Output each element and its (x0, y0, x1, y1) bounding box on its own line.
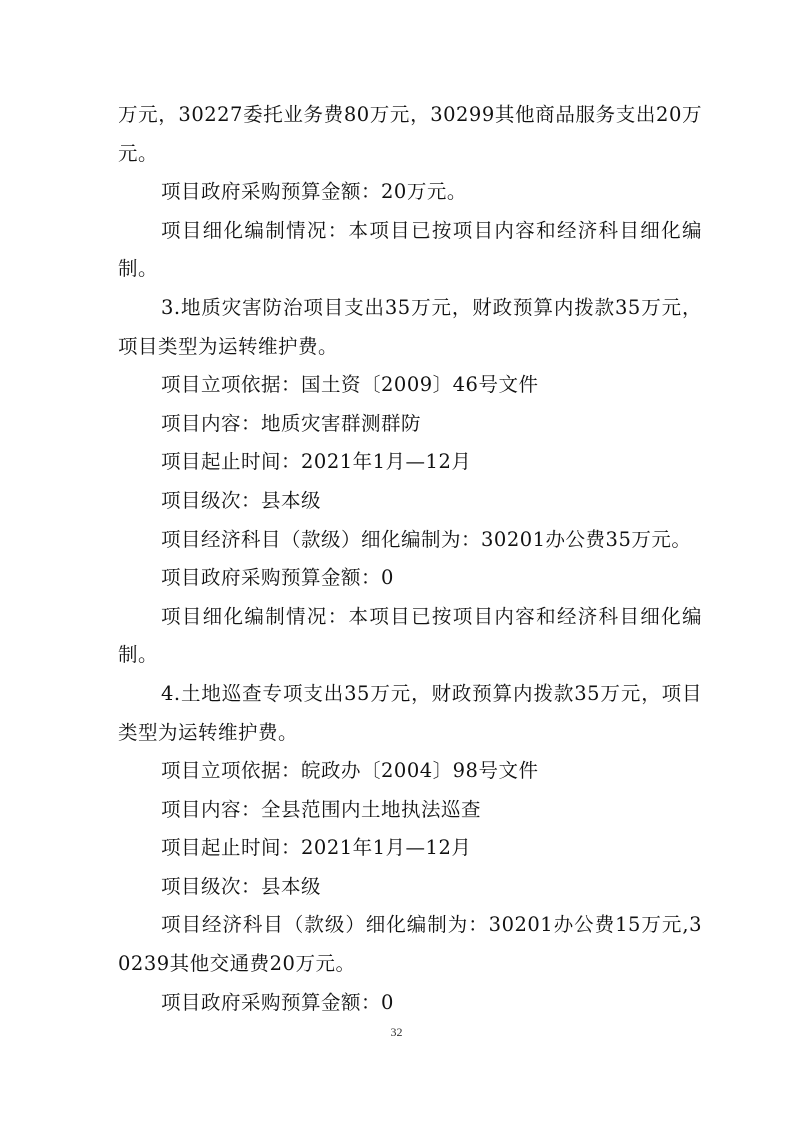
paragraph-item-3-heading: 3.地质灾害防治项目支出35万元，财政预算内拨款35万元，项目类型为运转维护费。 (118, 295, 702, 358)
page-number: 32 (390, 1025, 403, 1039)
paragraph-item-4-level: 项目级次：县本级 (161, 874, 322, 898)
paragraph-item-3-economic-subject: 项目经济科目（款级）细化编制为：30201办公费35万元。 (161, 527, 692, 551)
paragraph-item-3-content: 项目内容：地质灾害群测群防 (161, 411, 422, 435)
paragraph-item-4-basis: 项目立项依据：皖政办〔2004〕98号文件 (161, 759, 539, 783)
paragraph-item-4-procurement-budget: 项目政府采购预算金额：0 (161, 990, 394, 1014)
paragraph-item-4-heading: 4.土地巡查专项支出35万元，财政预算内拨款35万元，项目类型为运转维护费。 (118, 681, 702, 744)
paragraph-item-4-content: 项目内容：全县范围内土地执法巡查 (161, 797, 482, 821)
paragraph-item-3-procurement-budget: 项目政府采购预算金额：0 (161, 566, 394, 590)
paragraph-item-4-economic-subject: 项目经济科目（款级）细化编制为：30201办公费15万元,30239其他交通费20万元。 (118, 913, 702, 976)
paragraph-continuation: 万元，30227委托业务费80万元，30299其他商品服务支出20万元。 (118, 103, 702, 165)
paragraph-item-3-level: 项目级次：县本级 (161, 488, 322, 512)
paragraph-item-3-refinement-status: 项目细化编制情况：本项目已按项目内容和经济科目细化编制。 (118, 604, 702, 667)
paragraph-refinement-status: 项目细化编制情况：本项目已按项目内容和经济科目细化编制。 (118, 218, 702, 281)
paragraph-item-3-period: 项目起止时间：2021年1月—12月 (161, 450, 472, 474)
paragraph-item-4-period: 项目起止时间：2021年1月—12月 (161, 836, 472, 860)
document-body (118, 96, 702, 1022)
paragraph-item-3-basis: 项目立项依据：国土资〔2009〕46号文件 (161, 373, 539, 397)
paragraph-procurement-budget: 项目政府采购预算金额：20万元。 (161, 180, 467, 204)
